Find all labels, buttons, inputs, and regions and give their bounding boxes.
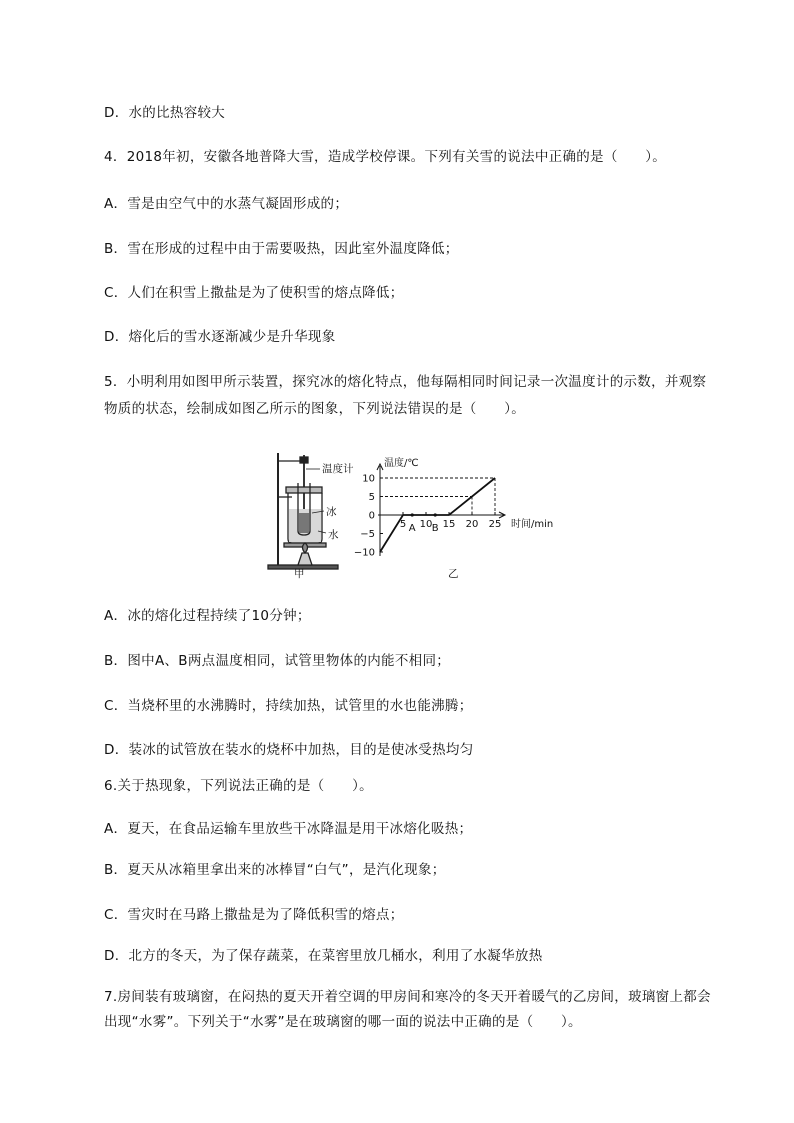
text-line: D．装冰的试管放在装水的烧杯中加热，目的是使冰受热均匀 xyxy=(104,742,474,758)
burner xyxy=(298,553,312,565)
temperature-chart xyxy=(354,456,553,559)
water-label: 水 xyxy=(328,529,339,541)
ice-in-tube xyxy=(299,513,309,533)
y-axis-label: 温度/℃ xyxy=(384,458,419,469)
graph-caption: 乙 xyxy=(448,568,459,579)
figure-svg xyxy=(262,447,554,579)
thermometer-label: 温度计 xyxy=(322,463,354,475)
text-line: D．水的比热容较大 xyxy=(104,105,226,121)
text-line: 物质的状态，绘制成如图乙所示的图象，下列说法错误的是（ ）。 xyxy=(104,401,526,417)
text-line: B．雪在形成的过程中由于需要吸热，因此室外温度降低； xyxy=(104,241,459,257)
point-marker xyxy=(411,513,414,516)
text-line: B．图中A、B两点温度相同，试管里物体的内能不相同； xyxy=(104,653,451,669)
y-tick-label: 0 xyxy=(368,510,375,522)
x-tick-label: 10 xyxy=(419,519,433,530)
text-line: A．雪是由空气中的水蒸气凝固形成的； xyxy=(104,196,349,212)
text-line: 5．小明利用如图甲所示装置，探究冰的熔化特点，他每隔相同时间记录一次温度计的示数，并观察 xyxy=(104,374,707,390)
experiment-figure xyxy=(262,447,554,579)
text-line: C．雪灾时在马路上撒盐是为了降低积雪的熔点； xyxy=(104,907,404,923)
y-tick-label: 5 xyxy=(368,492,375,503)
text-line: C．人们在积雪上撒盐是为了使积雪的熔点降低； xyxy=(104,285,404,301)
text-line: 4．2018年初，安徽各地普降大雪，造成学校停课。下列有关雪的说法中正确的是（ ）。 xyxy=(104,149,667,165)
x-tick-label: 15 xyxy=(442,519,456,530)
flame xyxy=(303,543,308,553)
ice-label: 冰 xyxy=(326,506,337,518)
y-tick-label: −10 xyxy=(353,547,375,559)
text-line: 6.关于热现象，下列说法正确的是（ ）。 xyxy=(104,778,373,794)
x-axis-label: 时间/min xyxy=(511,519,554,530)
point-label: A xyxy=(408,523,416,534)
text-line: B．夏天从冰箱里拿出来的冰棒冒“白气”，是汽化现象； xyxy=(104,862,446,878)
text-line: 7.房间装有玻璃窗，在闷热的夏天开着空调的甲房间和寒冷的冬天开着暖气的乙房间，玻璃窗上都会 xyxy=(104,989,711,1005)
text-line: D．熔化后的雪水逐渐减少是升华现象 xyxy=(104,329,336,345)
text-line: C．当烧杯里的水沸腾时，持续加热，试管里的水也能沸腾； xyxy=(104,698,473,714)
y-tick-label: 10 xyxy=(362,473,375,485)
text-line: A．冰的熔化过程持续了10分钟； xyxy=(104,608,311,624)
apparatus-caption: 甲 xyxy=(294,568,305,579)
text-line: A．夏天，在食品运输车里放些干冰降温是用干冰熔化吸热； xyxy=(104,821,473,837)
x-tick-label: 5 xyxy=(399,519,407,530)
ring xyxy=(286,487,322,493)
y-tick-label: −5 xyxy=(360,529,375,540)
point-marker xyxy=(434,513,437,516)
text-line: D．北方的冬天，为了保存蔬菜，在菜窖里放几桶水，利用了水凝华放热 xyxy=(104,948,543,964)
point-label: B xyxy=(431,523,439,534)
x-tick-label: 25 xyxy=(488,519,502,530)
text-line: 出现“水雾”。下列关于“水雾”是在玻璃窗的哪一面的说法中正确的是（ ）。 xyxy=(104,1014,582,1030)
x-tick-label: 20 xyxy=(465,519,479,530)
